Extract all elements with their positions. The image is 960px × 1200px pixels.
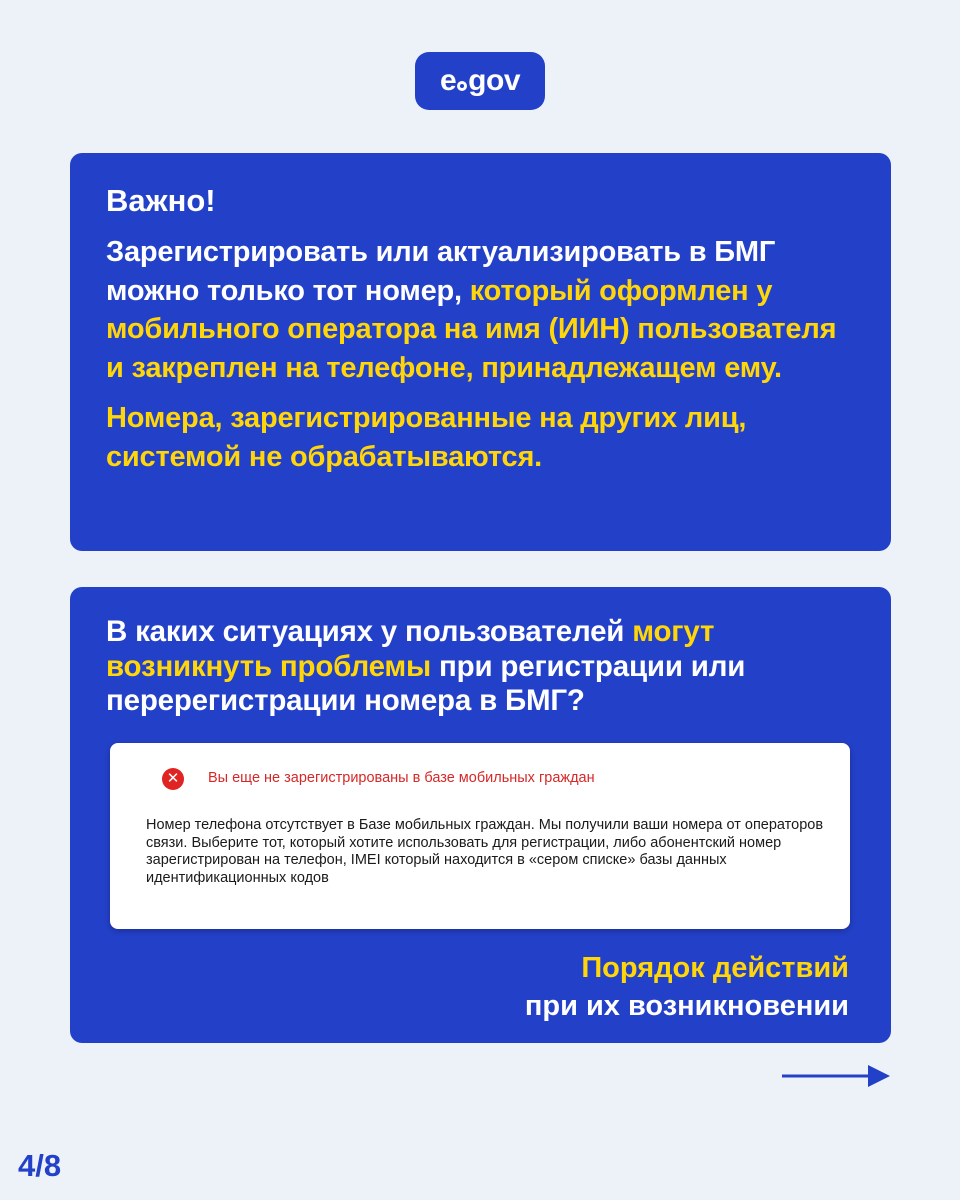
logo-dot-icon [457,81,467,91]
error-message-box [110,743,850,929]
important-heading: Важно! [106,183,216,218]
actions-line-2: при их возникновении [524,990,849,1022]
close-circle-icon: ✕ [162,768,184,790]
question-text-1: В каких ситуациях у пользователей [106,615,633,648]
logo-gov: gov [468,64,521,97]
question-text-highlight: могут возникнуть проблемы [106,615,715,683]
important-paragraph [106,233,855,387]
problems-question [106,615,855,719]
egov-logo [415,52,545,110]
question-text-2: при регистрации или перерегистрации номера в БМГ? [106,649,746,717]
problems-card [70,587,891,1043]
error-body: Номер телефона отсутствует в Базе мобильных граждан. Мы получили ваши номера от операторов связи. Выберите тот, который хотите использовать для регистрации, либо абонентский номер зарегистрирован на телефон, IMEI который находится в «сером списке» базы данных идентификационных кодов [146,817,824,886]
important-card [70,153,891,551]
arrow-right-icon[interactable] [780,1063,892,1089]
important-text-highlight: который оформлен у мобильного оператора на имя (ИИН) пользователя и закреплен на телефоне, принадлежащем ему. [106,274,837,384]
error-header [162,767,834,789]
actions-caption [525,949,849,1025]
page-indicator: 4/8 [18,1148,62,1183]
error-title: Вы еще не зарегистрированы в базе мобильных граждан [208,770,595,786]
important-note: Номера, зарегистрированные на других лиц, системой не обрабатываются. [106,402,747,473]
actions-line-1: Порядок действий [581,952,849,984]
logo-e: e [439,64,457,97]
important-text-white: Зарегистрировать или актуализировать в БМГ можно только тот номер, [106,236,776,307]
